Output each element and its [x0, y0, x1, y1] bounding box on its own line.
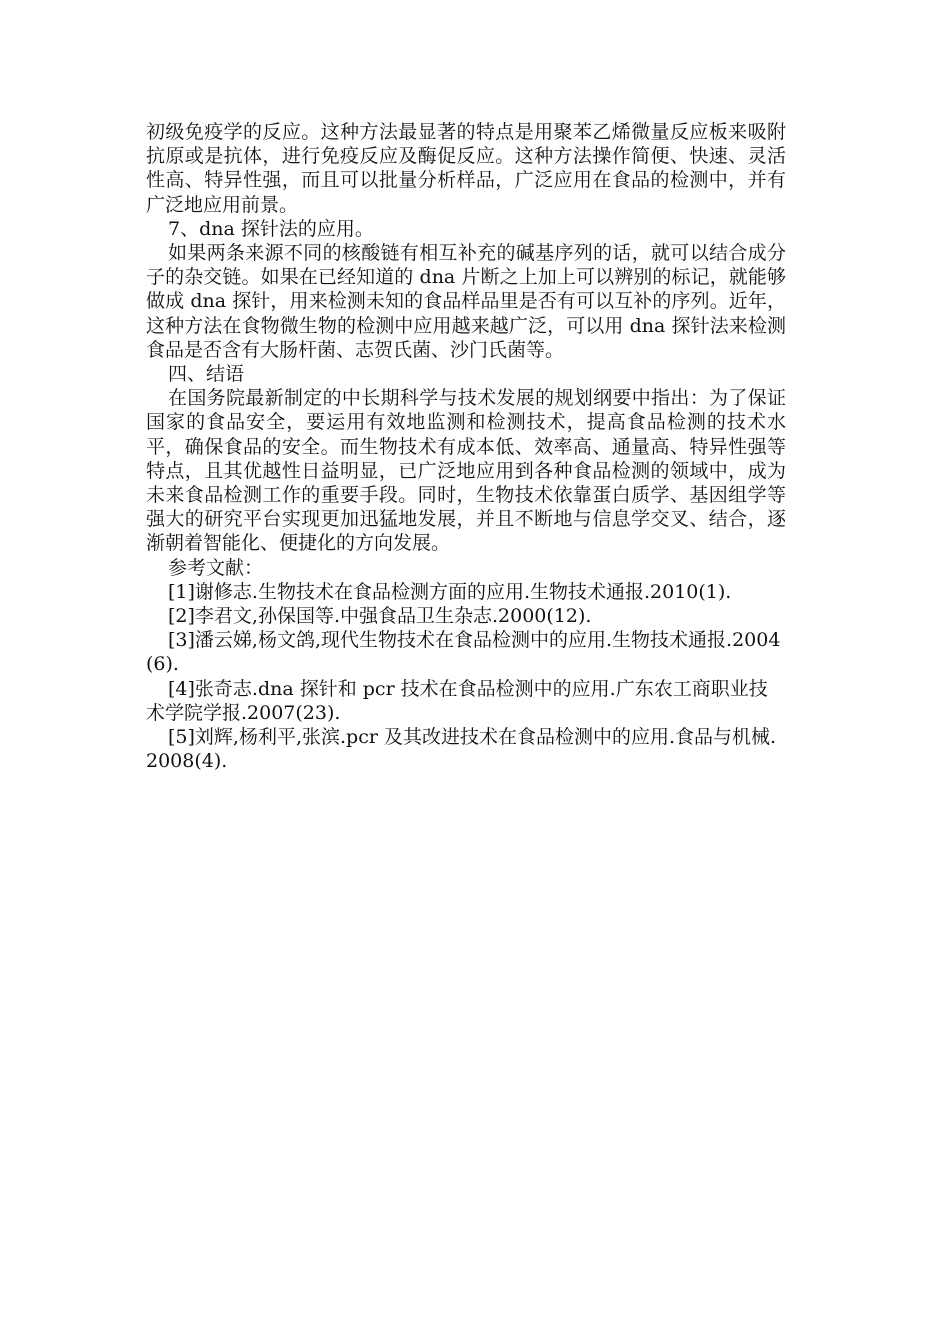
- paragraph-conclusion: 在国务院最新制定的中长期科学与技术发展的规划纲要中指出：为了保证国家的食品安全，要运用有效地监测和检测技术，提高食品检测的技术水平，确保食品的安全。而生物技术有成本低、效率高、通量高、特异性强等特点，且其优越性日益明显，已广泛地应用到各种食品检测的领域中，成为未来食品检测工作的重要手段。同时，生物技术依靠蛋白质学、基因组学等强大的研究平台实现更加迅猛地发展，并且不断地与信息学交叉、结合，逐渐朝着智能化、便捷化的方向发展。: [146, 387, 786, 555]
- reference-item: [5]刘辉,杨利平,张滨.pcr 及其改进技术在食品检测中的应用.食品与机械.2008(4).: [146, 726, 777, 773]
- paragraph-immunology: 初级免疫学的反应。这种方法最显著的特点是用聚苯乙烯微量反应板来吸附抗原或是抗体，进行免疫反应及酶促反应。这种方法操作简便、快速、灵活性高、特异性强，而且可以批量分析样品，广泛应用在食品的检测中，并有广泛地应用前景。: [146, 121, 786, 216]
- reference-item: [2]李君文,孙保国等.中强食品卫生杂志.2000(12).: [168, 605, 592, 628]
- reference-item: [1]谢修志.生物技术在食品检测方面的应用.生物技术通报.2010(1).: [168, 580, 732, 603]
- references-heading: 参考文献：: [168, 556, 264, 579]
- reference-item: [4]张奇志.dna 探针和 pcr 技术在食品检测中的应用.广东农工商职业技术学院学报.2007(23).: [146, 677, 768, 724]
- section-heading-dna-probe: 7、dna 探针法的应用。: [168, 217, 374, 240]
- reference-item: [3]潘云娣,杨文鸽,现代生物技术在食品检测中的应用.生物技术通报.2004(6).: [146, 629, 781, 676]
- section-heading-conclusion: 四、结语: [168, 363, 245, 386]
- document-body: [146, 120, 786, 773]
- paragraph-dna-probe: 如果两条来源不同的核酸链有相互补充的碱基序列的话，就可以结合成分子的杂交链。如果在已经知道的 dna 片断之上加上可以辨别的标记，就能够做成 dna 探针，用来检测未知的食品样品里是否有可以互补的序列。近年，这种方法在食物微生物的检测中应用越来越广泛，可以用 dna 探针法来检测食品是否含有大肠杆菌、志贺氏菌、沙门氏菌等。: [146, 242, 786, 361]
